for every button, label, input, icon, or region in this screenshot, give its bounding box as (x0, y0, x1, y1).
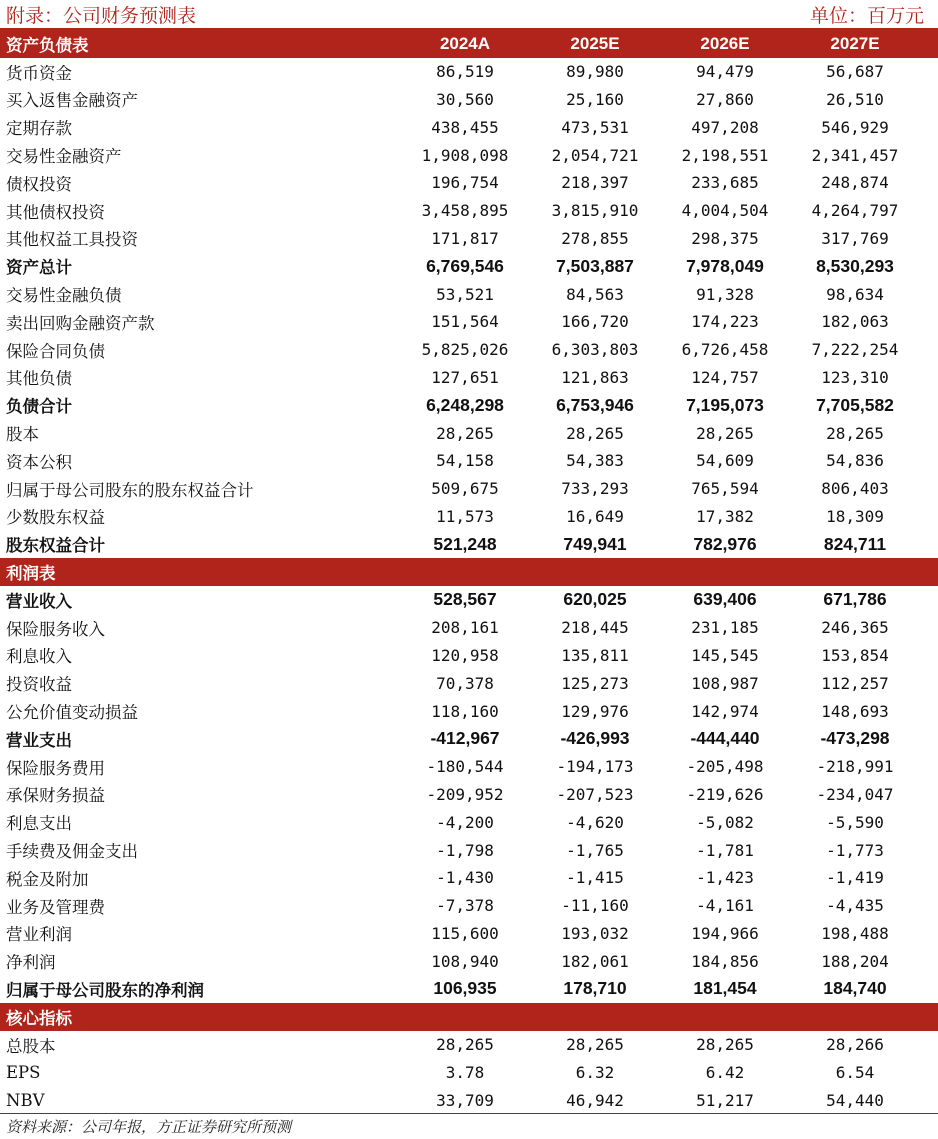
row-label: 货币资金 (6, 63, 72, 83)
table-cell: 6,303,803 (551, 340, 639, 360)
table-cell: 233,685 (691, 173, 759, 193)
table-cell: 639,406 (693, 589, 757, 610)
table-cell: 84,563 (566, 284, 624, 304)
table-row (0, 864, 938, 892)
column-header: 2026E (700, 33, 750, 53)
row-label: 股东权益合计 (6, 536, 105, 556)
table-cell: -1,415 (566, 868, 624, 888)
table-cell: 782,976 (693, 533, 757, 554)
table-cell: 6,726,458 (681, 340, 769, 360)
table-cell: 28,265 (696, 423, 754, 443)
row-label: 总股本 (6, 1036, 56, 1056)
table-row (0, 697, 938, 725)
table-cell: -473,298 (820, 728, 890, 749)
table-cell: 188,204 (821, 951, 889, 971)
table-cell: -4,620 (566, 812, 624, 832)
table-cell: 25,160 (566, 89, 624, 109)
table-cell: -11,160 (561, 896, 629, 916)
table-cell: 298,375 (691, 228, 759, 248)
table-row (0, 58, 938, 86)
table-cell: 166,720 (561, 312, 629, 332)
table-cell: 178,710 (563, 978, 627, 999)
table-cell: 11,573 (436, 506, 494, 526)
table-row (0, 808, 938, 836)
table-cell: 121,863 (561, 367, 629, 387)
table-cell: 3.78 (445, 1062, 485, 1082)
table-cell: 1,908,098 (421, 145, 509, 165)
table-cell: 33,709 (436, 1090, 494, 1110)
table-cell: 765,594 (691, 479, 759, 499)
table-cell: 28,265 (436, 423, 494, 443)
table-cell: -209,952 (426, 784, 504, 804)
row-label: 交易性金融负债 (6, 286, 122, 306)
forecast-table (0, 30, 938, 1114)
table-cell: 53,521 (436, 284, 494, 304)
table-cell: 509,675 (431, 479, 499, 499)
row-label: 净利润 (6, 953, 56, 973)
table-row (0, 280, 938, 308)
table-cell: 51,217 (696, 1090, 754, 1110)
table-cell: 46,942 (566, 1090, 624, 1110)
table-cell: 174,223 (691, 312, 759, 332)
table-row (0, 419, 938, 447)
table-cell: 28,265 (436, 1035, 494, 1055)
table-row (0, 1086, 938, 1114)
section-header-row (0, 558, 938, 586)
table-cell: 2,198,551 (681, 145, 769, 165)
section-header-row (0, 1003, 938, 1031)
table-cell: 148,693 (821, 701, 889, 721)
row-label: 营业利润 (6, 925, 72, 945)
table-row (0, 892, 938, 920)
row-label: 其他权益工具投资 (6, 230, 138, 250)
row-label: 交易性金融资产 (6, 147, 122, 167)
table-row (0, 669, 938, 697)
table-cell: 6,248,298 (426, 394, 504, 415)
table-cell: 54,440 (826, 1090, 884, 1110)
table-row (0, 141, 938, 169)
table-cell: 198,488 (821, 923, 889, 943)
table-cell: -194,173 (556, 757, 634, 777)
page-header (0, 0, 938, 30)
table-cell: 194,966 (691, 923, 759, 943)
table-cell: 5,825,026 (421, 340, 509, 360)
row-label: NBV (6, 1090, 45, 1110)
row-label: 税金及附加 (6, 869, 89, 889)
table-cell: 18,309 (826, 506, 884, 526)
table-cell: -1,773 (826, 840, 884, 860)
table-cell: 27,860 (696, 89, 754, 109)
table-cell: 6,769,546 (426, 255, 504, 276)
table-cell: 196,754 (431, 173, 499, 193)
column-header: 2027E (830, 33, 880, 53)
row-label: 保险服务收入 (6, 619, 105, 639)
table-cell: 16,649 (566, 506, 624, 526)
table-cell: 54,836 (826, 451, 884, 471)
table-cell: 28,265 (566, 1035, 624, 1055)
table-cell: 151,564 (431, 312, 499, 332)
table-cell: 497,208 (691, 117, 759, 137)
row-label: 归属于母公司股东的净利润 (6, 980, 204, 1000)
section-title: 利润表 (6, 564, 56, 584)
source-note: 资料来源：公司年报，方正证券研究所预测 (0, 1113, 938, 1139)
table-cell: -4,200 (436, 812, 494, 832)
table-cell: 120,958 (431, 645, 499, 665)
table-cell: 94,479 (696, 62, 754, 82)
table-row (0, 920, 938, 948)
table-cell: 208,161 (431, 618, 499, 638)
table-row (0, 530, 938, 558)
table-row (0, 336, 938, 364)
table-cell: 129,976 (561, 701, 629, 721)
table-cell: 7,195,073 (686, 394, 764, 415)
table-cell: -219,626 (686, 784, 764, 804)
table-cell: 246,365 (821, 618, 889, 638)
unit-label: 单位：百万元 (809, 4, 924, 27)
table-cell: 733,293 (561, 479, 629, 499)
row-label: 手续费及佣金支出 (6, 842, 138, 861)
table-row (0, 197, 938, 225)
table-cell: 2,054,721 (551, 145, 639, 165)
column-header: 2025E (570, 33, 620, 53)
table-cell: -4,435 (826, 896, 884, 916)
table-row (0, 113, 938, 141)
table-cell: 181,454 (693, 978, 757, 999)
table-cell: 231,185 (691, 618, 759, 638)
table-cell: 28,265 (696, 1035, 754, 1055)
table-cell: 135,811 (561, 645, 629, 665)
table-cell: 26,510 (826, 89, 884, 109)
table-cell: 153,854 (821, 645, 889, 665)
table-cell: 7,705,582 (816, 394, 894, 415)
table-cell: 806,403 (821, 479, 889, 499)
table-cell: 91,328 (696, 284, 754, 304)
table-row (0, 503, 938, 531)
table-cell: 118,160 (431, 701, 499, 721)
table-row (0, 308, 938, 336)
table-row (0, 391, 938, 419)
table-row (0, 947, 938, 975)
row-label: 利息支出 (6, 814, 72, 834)
table-cell: 317,769 (821, 228, 889, 248)
table-row (0, 642, 938, 670)
table-row (0, 225, 938, 253)
table-cell: 193,032 (561, 923, 629, 943)
table-cell: 112,257 (821, 673, 889, 693)
table-cell: 17,382 (696, 506, 754, 526)
table-row (0, 86, 938, 114)
table-row (0, 975, 938, 1003)
table-cell: 108,940 (431, 951, 499, 971)
table-cell: 115,600 (431, 923, 499, 943)
table-cell: -426,993 (560, 728, 630, 749)
table-cell: 125,273 (561, 673, 629, 693)
row-label: 资本公积 (6, 452, 72, 472)
row-label: 买入返售金融资产 (6, 91, 138, 111)
table-cell: 620,025 (563, 589, 627, 610)
table-cell: 824,711 (823, 533, 887, 554)
table-cell: 182,061 (561, 951, 629, 971)
section-title: 资产负债表 (6, 35, 89, 55)
row-label: 营业收入 (6, 591, 72, 611)
table-cell: 6.54 (835, 1062, 875, 1082)
table-cell: -1,798 (436, 840, 494, 860)
table-cell: 106,935 (433, 978, 497, 999)
table-cell: -207,523 (556, 784, 634, 804)
table-row (0, 1031, 938, 1059)
row-label: 其他负债 (6, 369, 72, 389)
section-title: 核心指标 (6, 1008, 72, 1028)
table-row (0, 364, 938, 392)
table-cell: 8,530,293 (816, 255, 894, 276)
table-cell: 182,063 (821, 312, 889, 332)
table-cell: 749,941 (563, 533, 627, 554)
table-cell: 56,687 (826, 62, 884, 82)
table-cell: 184,856 (691, 951, 759, 971)
table-row (0, 753, 938, 781)
table-cell: 54,383 (566, 451, 624, 471)
table-cell: 218,445 (561, 618, 629, 638)
table-cell: 671,786 (823, 589, 887, 610)
table-cell: -180,544 (426, 757, 504, 777)
row-label: 营业支出 (6, 730, 72, 750)
table-row (0, 586, 938, 614)
section-header-row (0, 30, 938, 58)
table-cell: -234,047 (816, 784, 894, 804)
column-header: 2024A (439, 33, 491, 53)
row-label: 负债合计 (6, 397, 72, 417)
page-title: 附录：公司财务预测表 (6, 4, 197, 27)
table-cell: 7,978,049 (686, 255, 764, 276)
table-row (0, 836, 938, 864)
table-cell: 28,265 (566, 423, 624, 443)
table-cell: 145,545 (691, 645, 759, 665)
table-cell: 248,874 (821, 173, 889, 193)
table-cell: 6.42 (705, 1062, 745, 1082)
table-cell: 521,248 (433, 533, 497, 554)
row-label: 资产总计 (6, 258, 72, 278)
table-cell: -412,967 (430, 728, 500, 749)
table-cell: -205,498 (686, 757, 764, 777)
row-label: 卖出回购金融资产款 (6, 313, 155, 333)
row-label: 保险服务费用 (6, 758, 105, 778)
table-cell: -444,440 (690, 728, 760, 749)
table-cell: 124,757 (691, 367, 759, 387)
table-cell: 54,609 (696, 451, 754, 471)
row-label: 少数股东权益 (6, 508, 105, 528)
table-cell: 473,531 (561, 117, 629, 137)
table-cell: 98,634 (826, 284, 884, 304)
table-cell: -1,430 (436, 868, 494, 888)
table-cell: -5,082 (696, 812, 754, 832)
table-cell: 70,378 (436, 673, 494, 693)
table-cell: 123,310 (821, 367, 889, 387)
row-label: 承保财务损益 (6, 786, 105, 806)
table-row (0, 1058, 938, 1086)
table-row (0, 781, 938, 809)
row-label: EPS (6, 1062, 41, 1082)
row-label: 归属于母公司股东的股东权益合计 (6, 480, 254, 500)
row-label: 股本 (6, 425, 39, 445)
table-cell: 4,004,504 (681, 201, 769, 221)
table-cell: 28,266 (826, 1035, 884, 1055)
row-label: 债权投资 (6, 174, 72, 194)
table-cell: -7,378 (436, 896, 494, 916)
table-cell: -4,161 (696, 896, 754, 916)
row-label: 其他债权投资 (6, 202, 105, 222)
table-cell: 7,222,254 (811, 340, 899, 360)
table-row (0, 169, 938, 197)
table-cell: 184,740 (823, 978, 887, 999)
table-row (0, 447, 938, 475)
table-cell: -218,991 (816, 757, 894, 777)
table-row (0, 725, 938, 753)
row-label: 业务及管理费 (6, 897, 105, 917)
table-cell: 218,397 (561, 173, 629, 193)
table-cell: 3,458,895 (421, 201, 509, 221)
table-cell: 54,158 (436, 451, 494, 471)
row-label: 公允价值变动损益 (6, 703, 138, 723)
table-cell: 28,265 (826, 423, 884, 443)
table-cell: -1,781 (696, 840, 754, 860)
table-cell: -1,765 (566, 840, 624, 860)
table-cell: 86,519 (436, 62, 494, 82)
table-cell: 142,974 (691, 701, 759, 721)
table-cell: 278,855 (561, 228, 629, 248)
table-cell: 127,651 (431, 367, 499, 387)
row-label: 利息收入 (6, 647, 72, 667)
table-row (0, 614, 938, 642)
table-cell: 2,341,457 (811, 145, 899, 165)
table-cell: 6,753,946 (556, 394, 634, 415)
table-row (0, 252, 938, 280)
table-cell: 3,815,910 (551, 201, 639, 221)
table-cell: -1,419 (826, 868, 884, 888)
table-cell: 546,929 (821, 117, 889, 137)
table-cell: 4,264,797 (811, 201, 899, 221)
table-cell: 108,987 (691, 673, 759, 693)
table-cell: 528,567 (433, 589, 497, 610)
table-cell: 438,455 (431, 117, 499, 137)
table-cell: 7,503,887 (556, 255, 634, 276)
table-cell: 6.32 (575, 1062, 615, 1082)
table-cell: 30,560 (436, 89, 494, 109)
table-cell: 171,817 (431, 228, 499, 248)
table-cell: -1,423 (696, 868, 754, 888)
row-label: 保险合同负债 (6, 341, 105, 361)
row-label: 定期存款 (6, 119, 72, 139)
table-cell: -5,590 (826, 812, 884, 832)
table-row (0, 475, 938, 503)
table-cell: 89,980 (566, 62, 624, 82)
row-label: 投资收益 (6, 675, 72, 695)
